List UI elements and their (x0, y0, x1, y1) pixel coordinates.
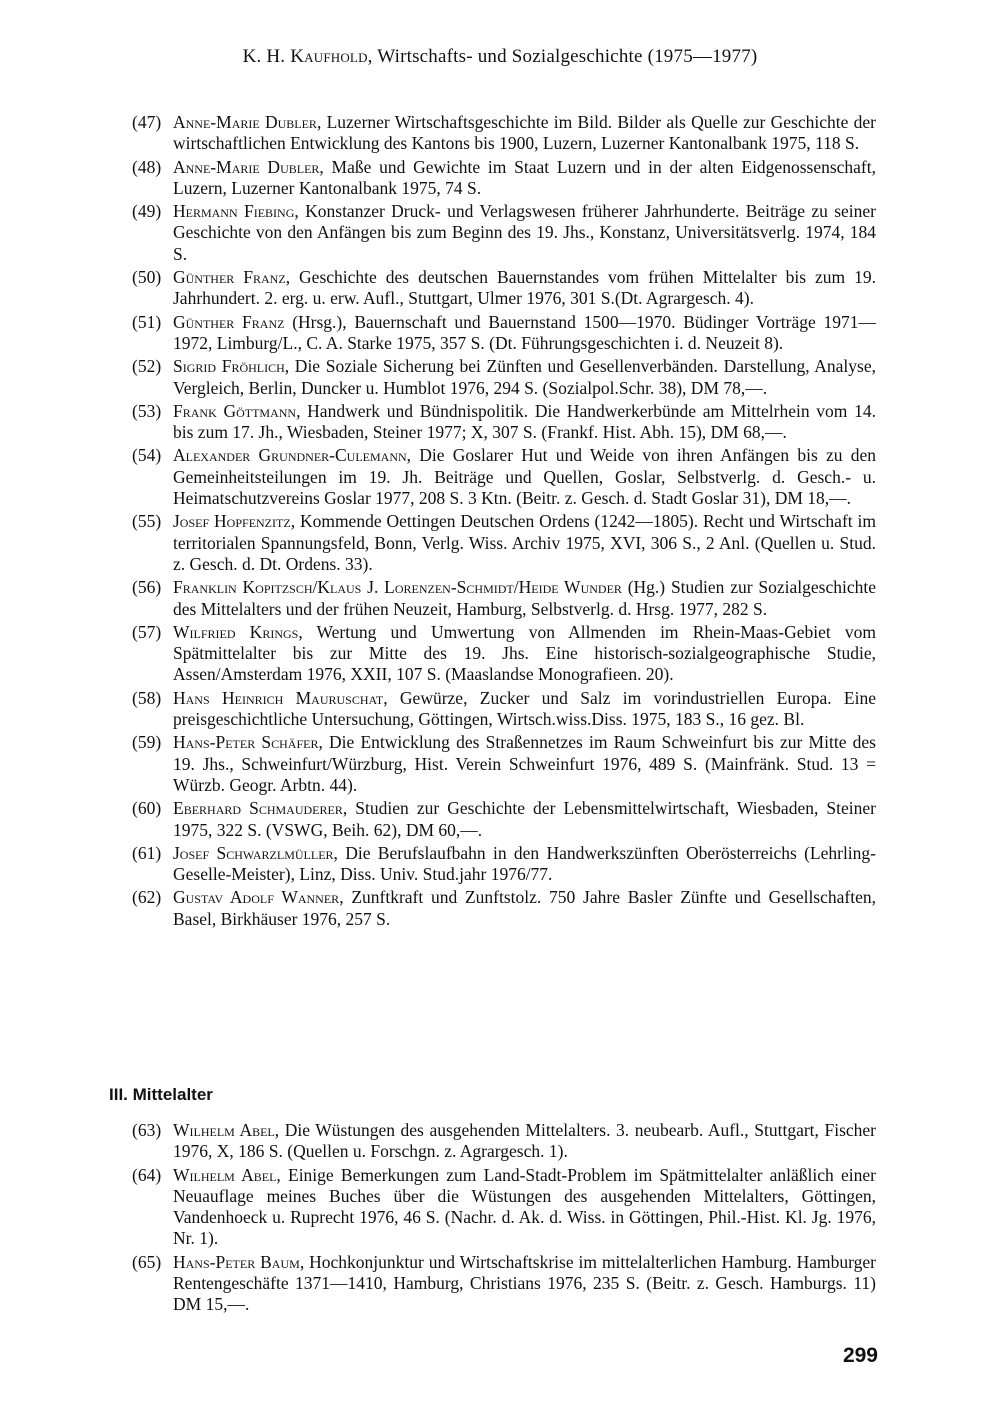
entry-number: (52) (132, 356, 162, 377)
entry-author: Hans-Peter Schäfer (173, 732, 319, 753)
entry-citation: , Die Entwicklung des Straßennetzes im Raum Schweinfurt bis zur Mitte des 19. Jhs., Schweinfurt/Würzburg, Hist. Verein Schweinfurt 1976, 489 S. (Mainfränk. Stud. 13 = Würzb. Geogr. Arbtn. 44). (173, 732, 876, 795)
bibliography-entry (132, 267, 876, 310)
entry-author: Wilhelm Abel (173, 1164, 277, 1185)
entry-citation: , Hochkonjunktur und Wirtschaftskrise im mittelalterlichen Hamburg. Hamburger Rentengeschäfte 1371—1410, Hamburg, Christians 1976, 235 S. (Beitr. z. Gesch. Hamburgs. 11) DM 15,—. (173, 1251, 877, 1315)
bibliography-entry (132, 511, 876, 575)
entry-number: (60) (132, 798, 162, 819)
entry-citation: , Konstanzer Druck- und Verlagswesen früherer Jahrhunderte. Beiträge zu seiner Geschichte von den Anfängen bis zum Beginn des 19. Jhs., Konstanz, Universitätsverlg. 1974, 184 S. (173, 201, 877, 264)
entry-citation: , Wertung und Umwertung von Allmenden im Rhein-Maas-Gebiet vom Spätmittelalter bis zur Mitte des 19. Jhs. Eine historisch-sozialgeographische Studie, Assen/Amsterdam 1976, XXII, 107 S. (Maaslandse Monografieen. 20). (173, 621, 876, 685)
entry-citation: , Gewürze, Zucker und Salz im vorindustriellen Europa. Eine preisgeschichtliche Untersuchung, Göttingen, Wirtsch.wiss.Diss. 1975, 183 S., 16 gez. Bl. (173, 687, 876, 730)
entry-author: Frank Göttmann (173, 400, 297, 421)
entry-number: (56) (132, 577, 162, 598)
entry-author: Hans Heinrich Mauruschat (173, 687, 384, 708)
entry-number: (61) (132, 842, 162, 863)
entry-author: Josef Hopfenzitz (173, 511, 291, 532)
entry-number: (48) (132, 156, 162, 177)
entry-citation: , Kommende Oettingen Deutschen Ordens (1242—1805). Recht und Wirtschaft im territorialen Spannungsfeld, Bonn, Verlg. Wiss. Archiv 1975, XVI, 306 S., 2 Anl. (Quellen u. Stud. z. Gesch. d. Dt. Ordens. 33). (173, 511, 876, 574)
bibliography-entry (132, 577, 876, 620)
entry-number: (49) (132, 201, 162, 222)
entry-citation: , Die Soziale Sicherung bei Zünften und Gesellenverbänden. Darstellung, Analyse, Vergleich, Berlin, Duncker u. Humblot 1976, 294 S. (Sozialpol.Schr. 38), DM 78,—. (173, 356, 876, 398)
header-title: , Wirtschafts- und Sozialgeschichte (1975—1977) (367, 46, 758, 67)
bibliography-entry (132, 312, 876, 355)
entry-number: (53) (132, 400, 162, 421)
entry-author: Alexander Grundner-Culemann (173, 445, 407, 466)
entry-author: Anne-Marie Dubler (173, 112, 317, 132)
section-heading: III. Mittelalter (109, 1085, 213, 1104)
bibliography-entry (132, 1252, 876, 1316)
bibliography-entry (132, 157, 876, 200)
entry-number: (63) (132, 1120, 162, 1140)
entry-citation: , Zunftkraft und Zunftstolz. 750 Jahre Basler Zünfte und Gesellschaften, Basel, Birkhäuser 1976, 257 S. (173, 887, 876, 929)
entry-number: (62) (132, 887, 162, 908)
entry-author: Eberhard Schmauderer (173, 798, 343, 819)
entry-author: Anne-Marie Dubler (173, 156, 320, 177)
bibliography-entry (132, 732, 876, 796)
bibliography-entry (132, 798, 876, 841)
header-author-surname: Kaufhold (290, 46, 368, 67)
entry-number: (51) (132, 311, 162, 332)
bibliography-entry (132, 843, 876, 886)
entry-citation: , Einige Bemerkungen zum Land-Stadt-Problem im Spätmittelalter anläßlich einer Neuauflage meines Buches über die Wüstungen des ausgehenden Mittelalters, Göttingen, Vandenhoeck u. Ruprecht 1976, 46 S. (Nachr. d. Ak. d. Wiss. in Göttingen, Phil.-Hist. Kl. Jg. 1976, Nr. 1). (173, 1164, 876, 1249)
entry-author: Wilfried Krings (173, 621, 299, 642)
entry-citation: , Maße und Gewichte im Staat Luzern und in der alten Eidgenossenschaft, Luzern, Luzerner Kantonalbank 1975, 74 S. (173, 156, 876, 198)
entry-number: (64) (132, 1164, 162, 1185)
entry-author: Sigrid Fröhlich (173, 356, 285, 377)
entry-citation: , Die Berufslaufbahn in den Handwerkszünften Oberösterreichs (Lehrling-Geselle-Meister), Linz, Diss. Univ. Stud.jahr 1976/77. (173, 842, 876, 885)
bibliography-entry (132, 201, 876, 265)
running-header (0, 46, 1000, 68)
bibliography-entry (132, 622, 876, 686)
entry-number: (57) (132, 621, 162, 642)
bibliography-entry (132, 401, 876, 444)
entry-author: Günther Franz (173, 311, 285, 332)
entry-number: (54) (132, 445, 162, 466)
bibliography-list (132, 1120, 876, 1318)
bibliography-entry (132, 356, 876, 399)
bibliography-entry (132, 688, 876, 731)
header-author-initials: K. H. (242, 46, 286, 67)
bibliography-entry (132, 445, 876, 509)
bibliography-entry (132, 112, 876, 155)
entry-citation: , Die Wüstungen des ausgehenden Mittelalters. 3. neubearb. Aufl., Stuttgart, Fischer 1976, X, 186 S. (Quellen u. Forschgn. z. Agrargesch. 1). (173, 1120, 876, 1162)
entry-citation: , Studien zur Geschichte der Lebensmittelwirtschaft, Wiesbaden, Steiner 1975, 322 S. (VSWG, Beih. 62), DM 60,—. (173, 798, 876, 840)
entry-number: (58) (132, 687, 162, 708)
entry-author: Wilhelm Abel (173, 1120, 275, 1140)
entry-citation: , Luzerner Wirtschaftsgeschichte im Bild. Bilder als Quelle zur Geschichte der wirtschaftlichen Entwicklung des Kantons bis 1900, Luzern, Luzerner Kantonalbank 1975, 118 S. (173, 112, 876, 154)
entry-number: (50) (132, 267, 162, 288)
entry-author: Hermann Fiebing (173, 201, 295, 222)
entry-citation: (Hrsg.), Bauernschaft und Bauernstand 1500—1970. Büdinger Vorträge 1971—1972, Limburg/L., C. A. Starke 1975, 357 S. (Dt. Führungsgeschichten i. d. Neuzeit 8). (173, 311, 876, 353)
entry-number: (55) (132, 511, 162, 532)
page-number: 299 (842, 1344, 878, 1367)
bibliography-entry (132, 1165, 876, 1250)
entry-author: Günther Franz (173, 267, 286, 288)
entry-number: (65) (132, 1251, 162, 1272)
entry-citation: , Handwerk und Bündnispolitik. Die Handwerkerbünde am Mittelrhein vom 14. bis zum 17. Jh., Wiesbaden, Steiner 1977; X, 307 S. (Frankf. Hist. Abh. 15), DM 68,—. (173, 400, 876, 443)
entry-citation: (Hg.) Studien zur Sozialgeschichte des Mittelalters und der frühen Neuzeit, Hamburg, Selbstverlg. d. Hrsg. 1977, 282 S. (173, 577, 876, 619)
bibliography-list (132, 112, 876, 932)
bibliography-entry (132, 1120, 876, 1163)
bibliography-entry (132, 887, 876, 930)
entry-author: Hans-Peter Baum (173, 1251, 300, 1272)
entry-citation: , Geschichte des deutschen Bauernstandes vom frühen Mittelalter bis zum 19. Jahrhundert. 2. erg. u. erw. Aufl., Stuttgart, Ulmer 1976, 301 S.(Dt. Agrargesch. 4). (173, 267, 877, 309)
entry-author: Franklin Kopitzsch/Klaus J. Lorenzen-Schmidt/Heide Wunder (173, 577, 622, 598)
entry-author: Josef Schwarzlmüller (173, 842, 334, 863)
entry-author: Gustav Adolf Wanner (173, 887, 340, 908)
entry-number: (59) (132, 732, 162, 753)
entry-number: (47) (132, 112, 162, 132)
entry-citation: , Die Goslarer Hut und Weide von ihren Anfängen bis zu den Gemeinheitsteilungen im 19. Jh. Beiträge und Quellen, Goslar, Selbstverlg. d. Gesch.- u. Heimatschutzvereins Goslar 1977, 208 S. 3 Ktn. (Beitr. z. Gesch. d. Stadt Goslar 31), DM 18,—. (173, 445, 876, 509)
